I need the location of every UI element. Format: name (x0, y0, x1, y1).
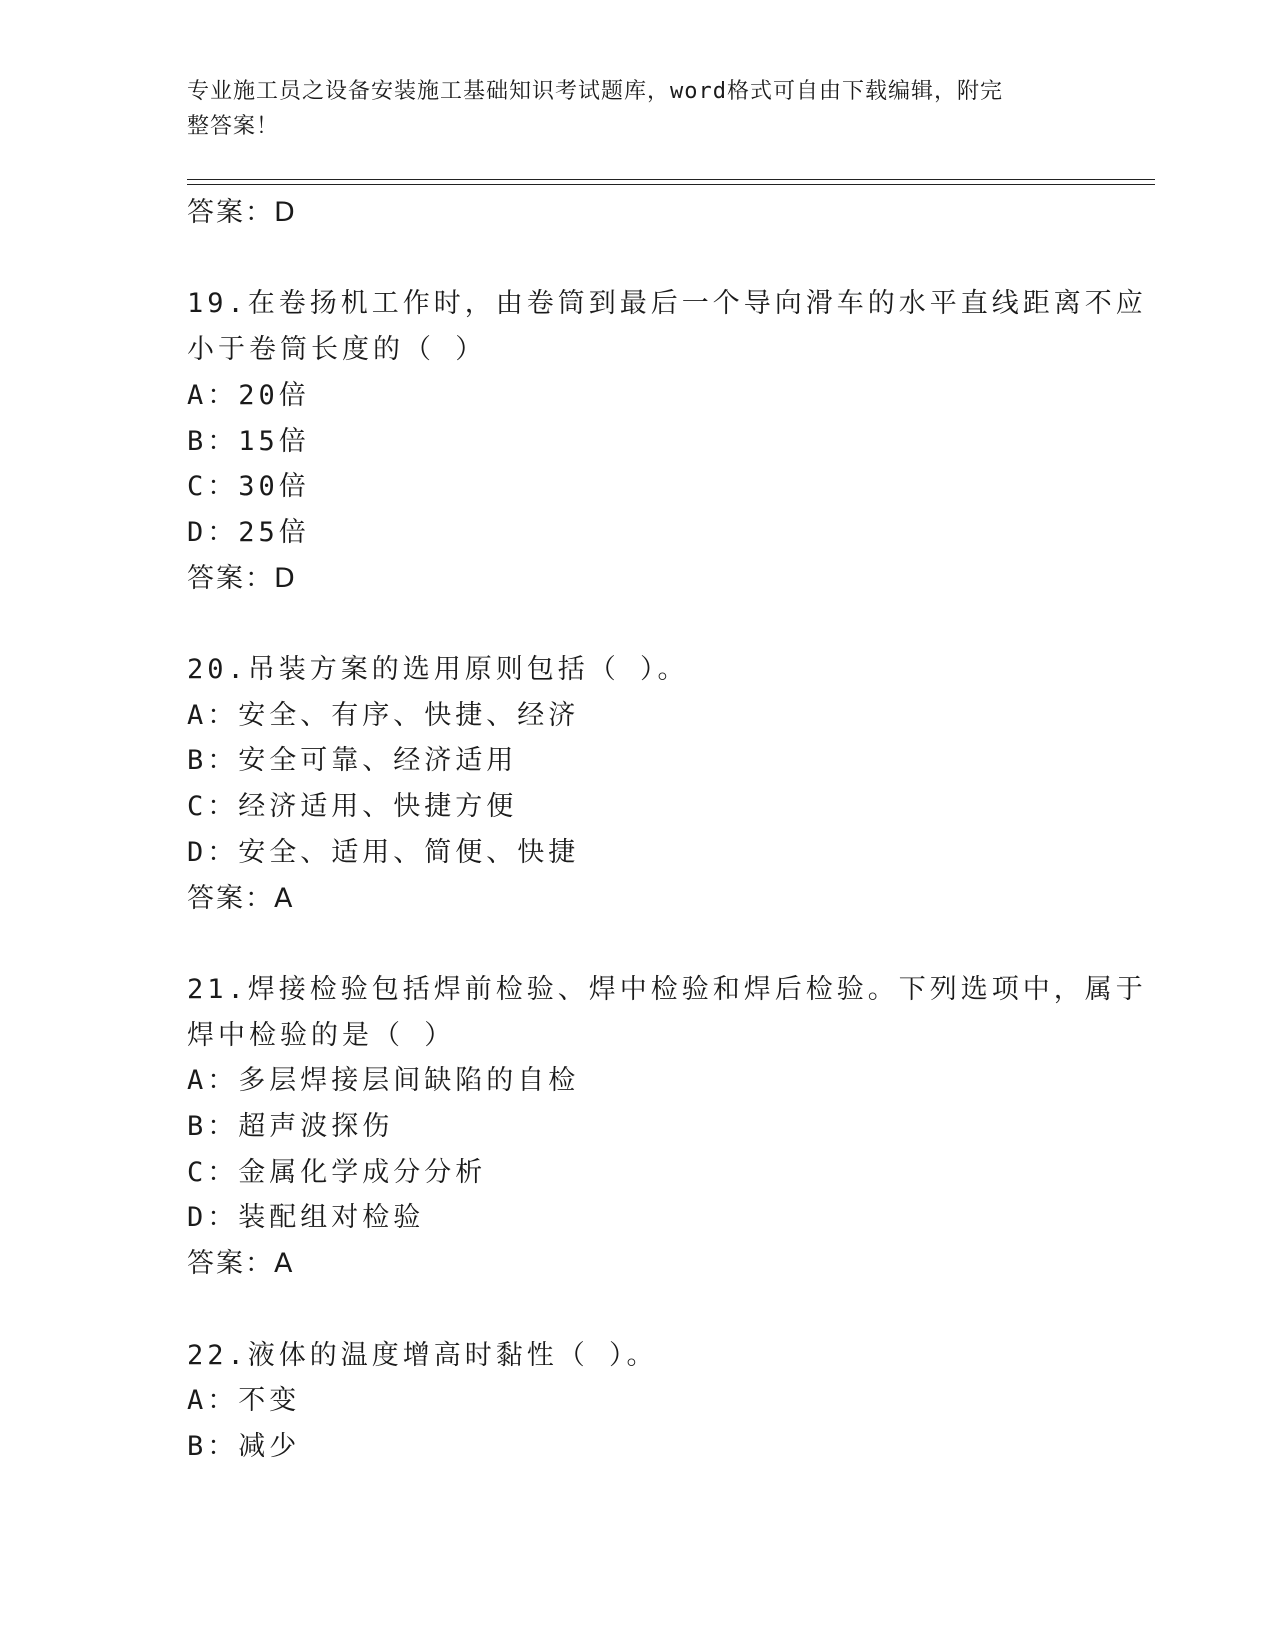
header-divider-bottom (187, 184, 1155, 185)
header-line-2: 整答案！ (187, 114, 280, 139)
option-b: B：超声波探伤 (187, 1111, 394, 1143)
answer: 答案：D (187, 562, 297, 594)
answer: 答案：A (187, 882, 295, 914)
option-d: D：安全、适用、简便、快捷 (187, 836, 580, 868)
option-a: A：安全、有序、快捷、经济 (187, 699, 580, 731)
question-20 (187, 647, 1087, 921)
document-header (187, 74, 1067, 144)
spacer (187, 1287, 1087, 1333)
option-c: C：金属化学成分分析 (187, 1156, 487, 1188)
question-stem: 焊中检验的是（ ） (187, 1019, 456, 1051)
question-22 (187, 1333, 1087, 1470)
option-b: B：减少 (187, 1430, 301, 1462)
question-stem: 22.液体的温度增高时黏性（ ）。 (187, 1339, 658, 1371)
answer: 答案：A (187, 1248, 295, 1280)
question-stem: 20.吊装方案的选用原则包括（ ）。 (187, 654, 689, 685)
option-c: C：经济适用、快捷方便 (187, 791, 518, 823)
spacer (187, 601, 1087, 647)
question-stem: 19.在卷扬机工作时，由卷筒到最后一个导向滑车的水平直线距离不应 (187, 288, 1147, 320)
spacer (187, 921, 1087, 967)
question-list (187, 190, 1147, 1470)
option-a: A：20倍 (187, 379, 310, 411)
question-stem: 21.焊接检验包括焊前检验、焊中检验和焊后检验。下列选项中，属于 (187, 973, 1147, 1005)
option-b: B：安全可靠、经济适用 (187, 745, 518, 777)
previous-answer: 答案：D (187, 197, 297, 228)
option-b: B：15倍 (187, 425, 310, 457)
option-a: A：不变 (187, 1385, 301, 1417)
spacer (187, 236, 1087, 282)
header-line-1: 专业施工员之设备安装施工基础知识考试题库，word格式可自由下载编辑，附完 (187, 79, 1003, 104)
question-19 (187, 281, 1147, 601)
header-divider-top (187, 179, 1155, 180)
option-a: A：多层焊接层间缺陷的自检 (187, 1065, 580, 1097)
option-d: D：装配组对检验 (187, 1202, 425, 1234)
question-stem: 小于卷筒长度的（ ） (187, 334, 487, 366)
option-d: D：25倍 (187, 516, 310, 548)
question-21 (187, 967, 1147, 1287)
option-c: C：30倍 (187, 471, 310, 503)
